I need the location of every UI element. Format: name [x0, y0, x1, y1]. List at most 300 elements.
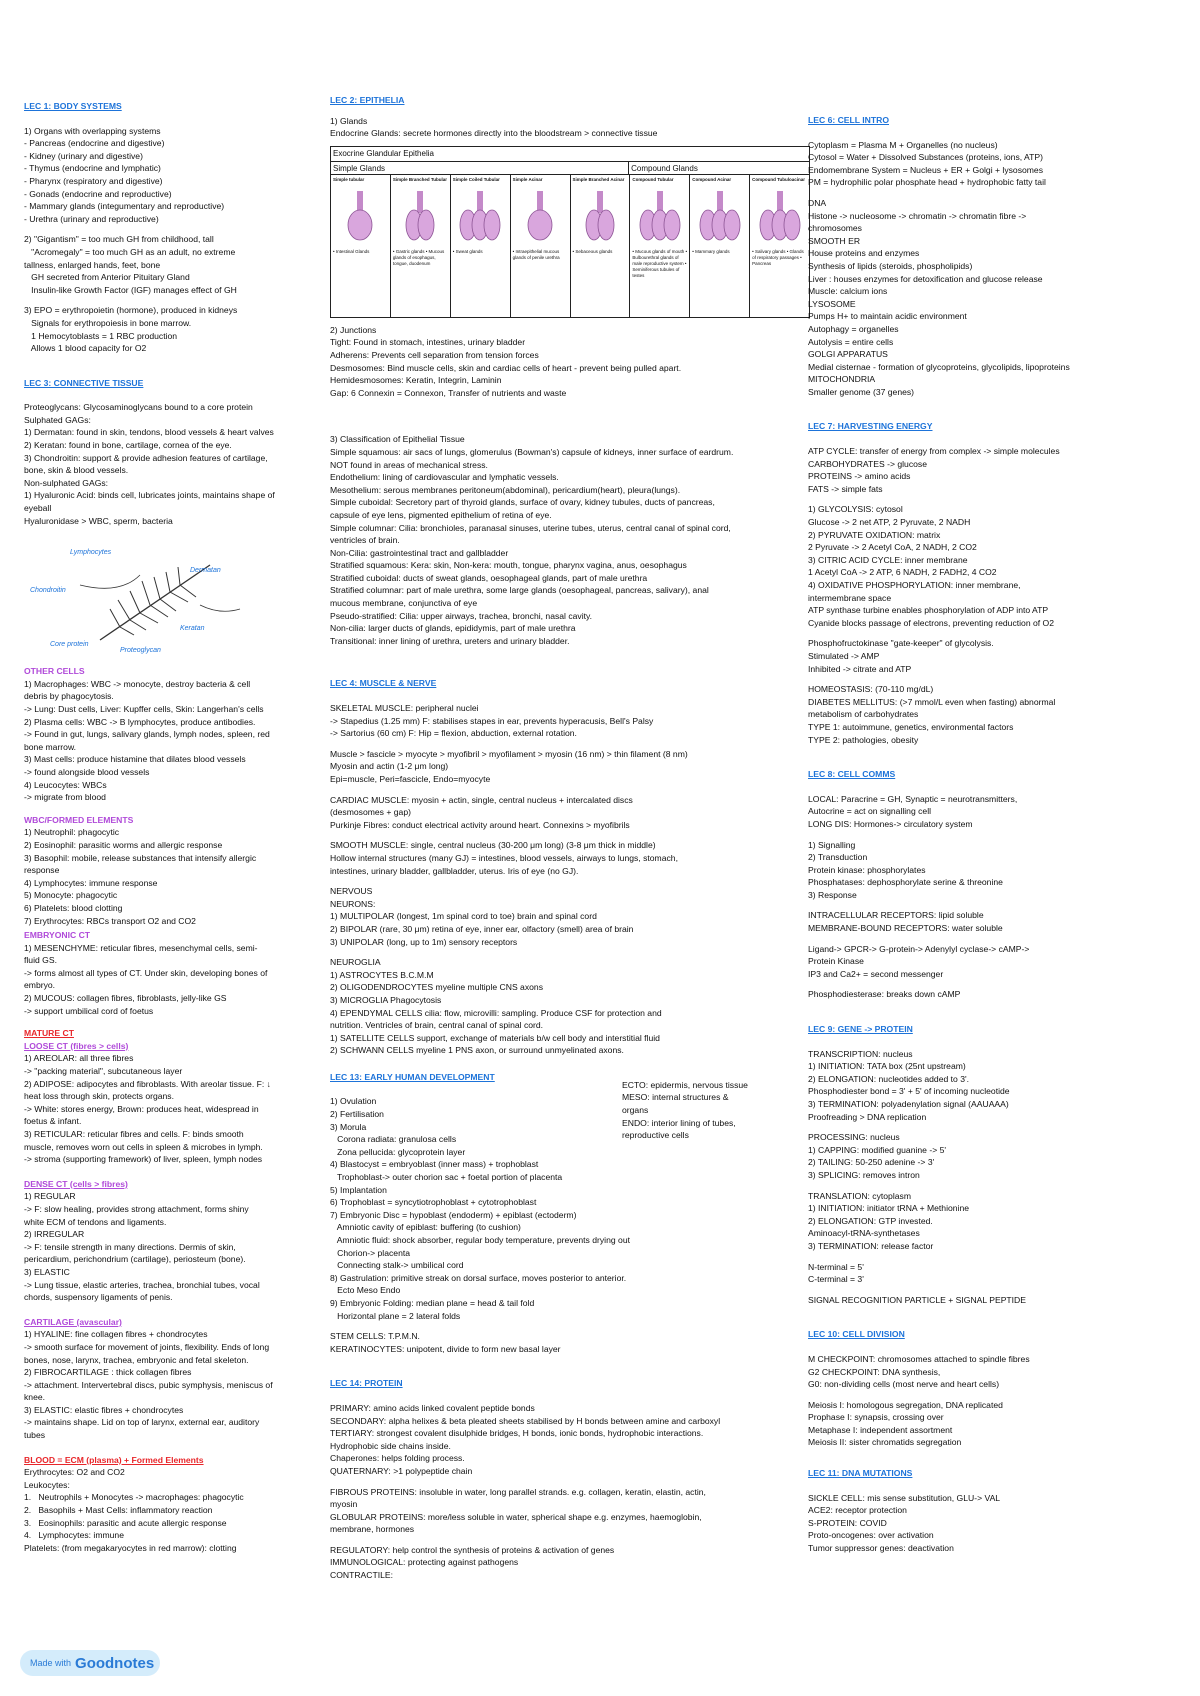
other-cells-lines	[24, 678, 306, 804]
text-line: G2 CHECKPOINT: DNA synthesis,	[808, 1366, 941, 1377]
gland-example: • Sebaceous glands	[572, 248, 613, 254]
blood-title: BLOOD = ECM (plasma) + Formed Elements	[24, 1454, 204, 1465]
text-line: Myosin and actin (1-2 μm long)	[330, 761, 449, 772]
text-line: 3) EPO = erythropoietin (hormone), produced in kidneys	[24, 305, 238, 316]
text-line: intestines, urinary bladder, gallbladder, uterus. Iris of eye (no GJ).	[330, 865, 579, 876]
section-title-lec1: LEC 1: BODY SYSTEMS	[24, 101, 122, 111]
text-line: heat loss through skin, protects organs.	[24, 1091, 174, 1102]
text-line: embryo.	[24, 980, 56, 991]
lec10-lines	[808, 1353, 1188, 1449]
text-line	[24, 225, 306, 233]
text-line: ENDO: interior lining of tubes,	[622, 1117, 736, 1128]
text-line: Transitional: inner lining of urethra, ureters and urinary bladder.	[330, 635, 570, 646]
text-line: S-PROTEIN: COVID	[808, 1517, 887, 1528]
text-line: Gap: 6 Connexin = Connexon, Transfer of nutrients and waste	[330, 387, 567, 398]
text-line: SECONDARY: alpha helixes & beta pleated sheets stabilised by H bonds between amine and carboxyl	[330, 1415, 721, 1426]
text-line: chromosomes	[808, 223, 862, 234]
text-line: bone marrow.	[24, 741, 77, 752]
text-line: - Pancreas (endocrine and digestive)	[24, 138, 165, 149]
text-line: NOT found in areas of mechanical stress.	[330, 459, 488, 470]
text-line: Non-cilia: larger ducts of glands, epididymis, part of male urethra	[330, 623, 576, 634]
text-line: 2) Fertilisation	[330, 1109, 384, 1120]
text-line: -> White: stores energy, Brown: produces heat, widespread in	[24, 1103, 259, 1114]
text-line: 1) INITIATION: initiator tRNA + Methionine	[808, 1203, 970, 1214]
text-line: Endothelium: lining of cardiovascular and lymphatic vessels.	[330, 472, 559, 483]
text-line: 8) Gastrulation: primitive streak on dorsal surface, moves posterior to anterior.	[330, 1272, 627, 1283]
text-line: 1) ASTROCYTES B.C.M.M	[330, 969, 434, 980]
text-line	[330, 740, 800, 748]
text-line: 7) Erythrocytes: RBCs transport O2 and CO2	[24, 915, 196, 926]
text-line: 4. Lymphocytes: immune	[24, 1530, 124, 1541]
text-line: white ECM of tendons and ligaments.	[24, 1216, 167, 1227]
text-line: House proteins and enzymes	[808, 248, 920, 259]
gland-type-label: Simple Coiled Tubular	[452, 176, 500, 182]
text-line: 3) Chondroitin: support & provide adhesion features of cartilage,	[24, 452, 268, 463]
text-line: knee.	[24, 1392, 46, 1403]
text-line: Tumor suppressor genes: deactivation	[808, 1543, 954, 1554]
text-line: Insulin-like Growth Factor (IGF) manages effect of GH	[24, 284, 237, 295]
text-line: Proteoglycans: Glycosaminoglycans bound to a core protein	[24, 402, 253, 413]
text-line: SIGNAL RECOGNITION PARTICLE + SIGNAL PEPTIDE	[808, 1294, 1026, 1305]
gland-illustration	[698, 191, 742, 243]
section-title-lec9: LEC 9: GENE -> PROTEIN	[808, 1024, 913, 1035]
text-line: Hydrophobic side chains inside.	[330, 1440, 451, 1451]
dense-ct-lines	[24, 1190, 306, 1303]
text-line: Metaphase I: independent assortment	[808, 1424, 953, 1435]
gland-illustration	[458, 191, 502, 243]
text-line: Mesothelium: serous membranes peritoneum(abdominal), pericardium(heart), pleura(lungs).	[330, 484, 681, 495]
text-line: 3) TERMINATION: polyadenylation signal (AAUAAA)	[808, 1099, 1009, 1109]
text-line: 3) Mast cells: produce histamine that dilates blood vessels	[24, 754, 246, 765]
text-line: SMOOTH ER	[808, 235, 861, 246]
gland-type-label: Simple Branched Acinar	[572, 176, 625, 182]
text-line: ECTO: epidermis, nervous tissue	[622, 1079, 748, 1090]
text-line: nutrition. Ventricles of brain, central canal of spinal cord.	[330, 1020, 544, 1031]
cartilage-title: CARTILAGE (avascular)	[24, 1316, 122, 1327]
junction-lines	[330, 324, 800, 400]
text-line: -> migrate from blood	[24, 792, 106, 803]
goodnotes-badge[interactable]	[20, 1650, 160, 1676]
gland-type-label: Simple Branched Tubular	[392, 176, 448, 182]
text-line: Autocrine = act on signalling cell	[808, 806, 932, 817]
gland-type-label: Simple tubular	[333, 176, 365, 182]
text-line: Cytoplasm = Plasma M + Organelles (no nucleus)	[808, 139, 998, 150]
text-line: GH secreted from Anterior Pituitary Gland	[24, 272, 190, 283]
germ-layers	[622, 1079, 782, 1142]
text-line: GOLGI APPARATUS	[808, 349, 888, 360]
dense-ct-title: DENSE CT (cells > fibres)	[24, 1178, 128, 1189]
section-title-lec13: LEC 13: EARLY HUMAN DEVELOPMENT	[330, 1071, 495, 1082]
text-line: intermembrane space	[808, 592, 892, 603]
text-line: metabolism of carbohydrates	[808, 709, 919, 720]
text-line: Stimulated -> AMP	[808, 650, 880, 661]
text-line	[330, 1536, 800, 1544]
loose-ct-title: LOOSE CT (fibres > cells)	[24, 1040, 129, 1051]
text-line: ventricles of brain.	[330, 535, 400, 546]
gland-type-label: Compound Tubular	[632, 176, 674, 182]
text-line: 2) ELONGATION: nucleotides added to 3'.	[808, 1073, 970, 1084]
wbc-title: WBC/FORMED ELEMENTS	[24, 814, 134, 825]
gland-type-label: Compound Acinar	[692, 176, 732, 182]
text-line	[808, 629, 1188, 637]
text-line: 2) "Gigantism" = too much GH from childhood, tall	[24, 234, 214, 245]
lec2-intro	[330, 115, 800, 140]
diagram-label-core-protein: Core protein	[50, 641, 89, 649]
text-line: 3) Morula	[330, 1121, 367, 1132]
text-line	[330, 1478, 800, 1486]
text-line: ATP CYCLE: transfer of energy from complex -> simple molecules	[808, 446, 1060, 457]
text-line: -> maintains shape. Lid on top of larynx, external ear, auditory	[24, 1417, 260, 1428]
text-line: foetus & infant.	[24, 1116, 82, 1127]
text-line: Hemidesmosomes: Keratin, Integrin, Laminin	[330, 375, 502, 386]
text-line: tallness, enlarged hands, feet, bone	[24, 259, 161, 270]
text-line: 2) OLIGODENDROCYTES myeline multiple CNS axons	[330, 982, 543, 993]
embryonic-ct-lines	[24, 942, 306, 1018]
text-line: 1) HYALINE: fine collagen fibres + chondrocytes	[24, 1329, 208, 1340]
text-line: - Gonads (endocrine and reproductive)	[24, 188, 172, 199]
section-title-lec2: LEC 2: EPITHELIA	[330, 95, 405, 105]
text-line: N-terminal = 5'	[808, 1261, 864, 1272]
gland-cell	[571, 175, 631, 317]
text-line: muscle, removes worn out cells in spleen & microbes in lymph.	[24, 1141, 263, 1152]
text-line: STEM CELLS: T.P.M.N.	[330, 1331, 420, 1342]
text-line: 9) Embryonic Folding: median plane = head & tail fold	[330, 1297, 535, 1308]
text-line: INTRACELLULAR RECEPTORS: lipid soluble	[808, 910, 984, 921]
text-line: Non-Cilia: gastrointestinal tract and gallbladder	[330, 547, 509, 558]
text-line: "Acromegaly" = too much GH as an adult, no extreme	[24, 246, 236, 257]
text-line: Stratified columnar: part of male urethra, some large glands (oesophageal, pancreas, salivary), anal	[330, 585, 709, 596]
text-line	[24, 296, 306, 304]
proteoglycan-diagram	[30, 545, 260, 655]
text-line: Hollow internal structures (many GJ) = intestines, blood vessels, airways to lungs, stomach,	[330, 852, 678, 863]
gland-illustration	[398, 191, 442, 243]
text-line: 2) PYRUVATE OXIDATION: matrix	[808, 529, 941, 540]
text-line: -> Sartorius (60 cm) F: Hip = flexion, abduction, external rotation.	[330, 728, 577, 739]
text-line: 1) AREOLAR: all three fibres	[24, 1053, 134, 1064]
gland-illustration	[518, 191, 562, 243]
text-line: Simple squamous: air sacs of lungs, glomerulus (Bowman's) capsule of kidneys, inner surface of eardrum.	[330, 446, 734, 457]
lec7-lines	[808, 445, 1188, 746]
text-line: Allows 1 blood capacity for O2	[24, 343, 147, 354]
text-line: IP3 and Ca2+ = second messenger	[808, 968, 944, 979]
text-line: ATP synthase turbine enables phosphorylation of ADP into ATP	[808, 605, 1049, 616]
text-line: Ligand-> GPCR-> G-protein-> Adenylyl cyclase-> cAMP->	[808, 943, 1030, 954]
text-line: KERATINOCYTES: unipotent, divide to form new basal layer	[330, 1343, 561, 1354]
text-line: FATS -> simple fats	[808, 483, 883, 494]
text-line: 2) SCHWANN CELLS myeline 1 PNS axon, or surround unmyelinated axons.	[330, 1045, 624, 1056]
text-line: 1) INITIATION: TATA box (25nt upstream)	[808, 1061, 966, 1072]
text-line: Stratified cuboidal: ducts of sweat glands, oesophageal glands, part of male urethra	[330, 572, 648, 583]
text-line: 1) Dermatan: found in skin, tendons, blood vessels & heart valves	[24, 427, 274, 438]
text-line: reproductive cells	[622, 1130, 689, 1141]
text-line: 2) ELONGATION: GTP invested.	[808, 1215, 933, 1226]
text-line: MEMBRANE-BOUND RECEPTORS: water soluble	[808, 923, 1003, 934]
text-line: 1) MULTIPOLAR (longest, 1m spinal cord to toe) brain and spinal cord	[330, 911, 597, 922]
gland-cell	[630, 175, 690, 317]
text-line: NERVOUS	[330, 886, 373, 897]
text-line: Liver : houses enzymes for detoxification and glucose release	[808, 273, 1043, 284]
text-line: Non-sulphated GAGs:	[24, 477, 109, 488]
text-line: 1) REGULAR	[24, 1191, 76, 1202]
text-line: eyeball	[24, 503, 52, 514]
text-line: Amniotic cavity of epiblast: buffering (to cushion)	[330, 1222, 521, 1233]
text-line: Medial cisternae - formation of glycoproteins, glycolipids, lipoproteins	[808, 361, 1070, 372]
text-line	[808, 675, 1188, 683]
text-line: 2) Eosinophil: parasitic worms and allergic response	[24, 839, 223, 850]
diagram-label-proteoglycan: Proteoglycan	[120, 647, 161, 655]
cartilage-lines	[24, 1328, 306, 1441]
text-line: 1) CAPPING: modified guanine -> 5'	[808, 1144, 947, 1155]
gland-example: • Mucous glands of mouth • Bulbourethral glands of male reproductive system • Seminiferous tubules of testes	[632, 248, 688, 278]
text-line: 3. Eosinophils: parasitic and acute allergic response	[24, 1517, 227, 1528]
lec4-lines	[330, 702, 800, 1057]
section-title-lec10: LEC 10: CELL DIVISION	[808, 1329, 905, 1340]
text-line: NEURONS:	[330, 898, 376, 909]
text-line	[808, 980, 1188, 988]
text-line: Pumps H+ to maintain acidic environment	[808, 311, 967, 322]
text-line: 1) SATELLITE CELLS support, exchange of materials b/w cell body and interstitial fluid	[330, 1032, 660, 1043]
text-line: 3) RETICULAR: reticular fibres and cells. F: binds smooth	[24, 1129, 244, 1139]
text-line: 1 Acetyl CoA -> 2 ATP, 6 NADH, 2 FADH2, 4 CO2	[808, 567, 997, 578]
lec11-lines	[808, 1492, 1188, 1555]
text-line: 1) Hyaluronic Acid: binds cell, lubricates joints, maintains shape of	[24, 490, 275, 501]
text-line: 2) Junctions	[330, 324, 377, 335]
text-line	[330, 948, 800, 956]
text-line: Cytosol = Water + Dissolved Substances (proteins, ions, ATP)	[808, 152, 1043, 163]
text-line: CARDIAC MUSCLE: myosin + actin, single, central nucleus + intercalated discs	[330, 794, 633, 805]
text-line: 1) Glands	[330, 115, 368, 126]
text-line: CARBOHYDRATES -> glucose	[808, 458, 927, 469]
text-line: GLOBULAR PROTEINS: more/less soluble in water, spherical shape e.g. enzymes, haemoglobin,	[330, 1511, 702, 1522]
gland-illustration	[758, 191, 802, 243]
text-line: capsule of eye lens, pigmented epithelium of retina of eye.	[330, 509, 552, 520]
text-line: 2) Transduction	[808, 852, 868, 863]
text-line: pericardium, perichondrium (cartilage), periosteum (bone).	[24, 1254, 246, 1265]
gland-example: • Gastric glands • Mucous glands of esophagus, tongue, duodenum	[392, 248, 445, 266]
text-line	[808, 1182, 1188, 1190]
text-line: 3) SPLICING: removes intron	[808, 1169, 920, 1180]
glands-table	[330, 146, 810, 318]
text-line: 3) MICROGLIA Phagocytosis	[330, 994, 442, 1005]
text-line: Platelets: (from megakaryocytes in red marrow): clotting	[24, 1542, 237, 1553]
gland-example: • Sweat glands	[452, 248, 483, 254]
gland-illustration	[338, 191, 382, 243]
text-line: myosin	[330, 1499, 358, 1510]
group-simple: Simple Glands	[331, 162, 629, 174]
text-line: -> forms almost all types of CT. Under skin, developing bones of	[24, 967, 268, 978]
text-line	[808, 1123, 1188, 1131]
gland-illustration	[578, 191, 622, 243]
text-line: 4) EPENDYMAL CELLS cilia: flow, microvilli: sampling. Produce CSF for protection and	[330, 1007, 662, 1018]
text-line: fluid GS.	[24, 955, 57, 966]
text-line	[808, 1391, 1188, 1399]
text-line: response	[24, 865, 60, 876]
text-line: 3) CITRIC ACID CYCLE: inner membrane	[808, 554, 968, 565]
text-line: -> F: tensile strength in many directions. Dermis of skin,	[24, 1241, 236, 1252]
text-line: Inhibited -> citrate and ATP	[808, 663, 912, 674]
text-line	[330, 1322, 800, 1330]
text-line: Proofreading > DNA replication	[808, 1111, 927, 1122]
column-middle	[330, 92, 806, 1582]
text-line: Glucose -> 2 net ATP, 2 Pyruvate, 2 NADH	[808, 517, 971, 528]
text-line: mucous membrane, conjunctiva of eye	[330, 598, 478, 609]
text-line: Muscle > fascicle > myocyte > myofibril > myofilament > myosin (16 nm) > thin filament (8 nm)	[330, 748, 688, 759]
text-line: -> Found in gut, lungs, salivary glands, lymph nodes, spleen, red	[24, 729, 270, 740]
text-line: 7) Embryonic Disc = hypoblast (endoderm) + epiblast (ectoderm)	[330, 1209, 577, 1220]
text-line: Protein kinase: phosphorylates	[808, 864, 926, 875]
gland-cell	[690, 175, 750, 317]
text-line: Prophase I: synapsis, crossing over	[808, 1412, 944, 1423]
text-line: Desmosomes: Bind muscle cells, skin and cardiac cells of heart - prevent being pulled apart.	[330, 362, 682, 373]
text-line: -> Lung: Dust cells, Liver: Kupffer cells, Skin: Langerhan's cells	[24, 704, 264, 714]
gland-cell	[750, 175, 809, 317]
lec6-lines	[808, 139, 1188, 399]
text-line: 1) Signalling	[808, 839, 856, 850]
table-groups	[331, 162, 809, 175]
text-line: 1) Macrophages: WBC -> monocyte, destroy bacteria & cell	[24, 678, 251, 689]
text-line: -> Lung tissue, elastic arteries, trachea, bronchial tubes, vocal	[24, 1279, 260, 1290]
diagram-label-lymphocytes: Lymphocytes	[70, 549, 112, 557]
text-line: 3) Basophil: mobile, release substances that intensify allergic	[24, 852, 257, 863]
text-line: G0: non-dividing cells (most nerve and heart cells)	[808, 1379, 1000, 1390]
column-left	[24, 92, 306, 1554]
text-line: Phosphodiesterase: breaks down cAMP	[808, 989, 961, 1000]
text-line: Proto-oncogenes: over activation	[808, 1530, 934, 1541]
text-line: tubes	[24, 1430, 46, 1441]
text-line: Signals for erythropoiesis in bone marrow.	[24, 317, 192, 328]
text-line: Smaller genome (37 genes)	[808, 386, 915, 397]
text-line: -> F: slow healing, provides strong attachment, forms shiny	[24, 1203, 249, 1214]
gland-cell	[511, 175, 571, 317]
text-line: 2) TAILING: 50-250 adenine -> 3'	[808, 1157, 935, 1168]
text-line: 3) TERMINATION: release factor	[808, 1240, 934, 1251]
text-line: Hyaluronidase > WBC, sperm, bacteria	[24, 515, 173, 526]
text-line: 4) Lymphocytes: immune response	[24, 877, 158, 888]
made-with-label: Made with	[30, 1658, 72, 1668]
text-line: Epi=muscle, Peri=fascicle, Endo=myocyte	[330, 774, 491, 784]
text-line: Synthesis of lipids (steroids, phospholipids)	[808, 260, 973, 271]
text-line: 2) IRREGULAR	[24, 1229, 85, 1240]
text-line: 2) ADIPOSE: adipocytes and fibroblasts. With areolar tissue. F: ↓	[24, 1078, 271, 1089]
text-line: 1) Ovulation	[330, 1096, 377, 1107]
other-cells-title: OTHER CELLS	[24, 666, 85, 677]
text-line: 6) Platelets: blood clotting	[24, 902, 123, 913]
text-line: 5) Implantation	[330, 1184, 387, 1195]
group-compound: Compound Glands	[631, 163, 698, 173]
text-line: SKELETAL MUSCLE: peripheral nuclei	[330, 703, 479, 714]
text-line: PM = hydrophilic polar phosphate head + hydrophobic fatty tail	[808, 177, 1046, 188]
text-line: - Mammary glands (integumentary and reproductive)	[24, 201, 225, 212]
section-title-lec3: LEC 3: CONNECTIVE TISSUE	[24, 377, 144, 388]
text-line: Tight: Found in stomach, intestines, urinary bladder	[330, 337, 526, 348]
embryonic-ct-title: EMBRYONIC CT	[24, 930, 91, 941]
text-line: Sulphated GAGs:	[24, 414, 91, 425]
text-line	[330, 877, 800, 885]
text-line: Simple cuboidal: Secretory part of thyroid glands, surface of ovary, kidney tubules, ducts of pancreas,	[330, 497, 715, 508]
text-line: 3) ELASTIC	[24, 1266, 70, 1277]
text-line: -> "packing material", subcutaneous layer	[24, 1066, 183, 1077]
lec14-lines	[330, 1402, 800, 1582]
table-header: Exocrine Glandular Epithelia	[331, 147, 809, 162]
text-line: Phosphatases: dephosphorylate serine & threonine	[808, 877, 1003, 888]
text-line: Histone -> nucleosome -> chromatin -> chromatin fibre ->	[808, 210, 1027, 221]
text-line: Protein Kinase	[808, 956, 864, 967]
text-line: Endocrine Glands: secrete hormones directly into the bloodstream > connective tissue	[330, 128, 658, 139]
text-line: Amniotic fluid: shock absorber, regular body temperature, prevents drying out	[330, 1235, 630, 1245]
text-line: Trophoblast-> outer chorion sac + foetal portion of placenta	[330, 1172, 563, 1183]
text-line: 4) Leucocytes: WBCs	[24, 779, 107, 790]
text-line: 3) Response	[808, 889, 857, 900]
section-title-lec6: LEC 6: CELL INTRO	[808, 115, 890, 125]
classification-lines	[330, 433, 800, 647]
column-right	[808, 106, 1188, 1555]
text-line: 2) Keratan: found in bone, cartilage, cornea of the eye.	[24, 440, 232, 451]
diagram-label-chondroitin: Chondroitin	[30, 587, 66, 595]
gland-illustration	[638, 191, 682, 243]
lec8-lines	[808, 793, 1188, 1001]
text-line: -> attachment. Intervertebral discs, pubic symphysis, meniscus of	[24, 1379, 273, 1390]
text-line: -> Stapedius (1.25 mm) F: stabilises stapes in ear, prevents hyperacusis, Bell's Palsy	[330, 715, 654, 726]
text-line: Meiosis I: homologous segregation, DNA replicated	[808, 1399, 1003, 1410]
text-line: -> stroma (supporting framework) of liver, spleen, lymph nodes	[24, 1154, 263, 1165]
lec13-block	[330, 1071, 800, 1355]
text-line	[808, 495, 1188, 503]
gland-cell	[391, 175, 451, 317]
text-line: 1. Neutrophils + Monocytes -> macrophages: phagocytic	[24, 1492, 244, 1503]
text-line: LOCAL: Paracrine = GH, Synaptic = neurotransmitters,	[808, 793, 1018, 804]
text-line: 1) Organs with overlapping systems	[24, 125, 161, 136]
gland-cell	[331, 175, 391, 317]
loose-ct-lines	[24, 1052, 306, 1165]
text-line: CONTRACTILE:	[330, 1570, 394, 1581]
text-line	[808, 831, 1188, 839]
section-title-lec11: LEC 11: DNA MUTATIONS	[808, 1468, 913, 1479]
text-line: - Urethra (urinary and reproductive)	[24, 213, 159, 224]
goodnotes-logo: Goodnotes	[75, 1654, 155, 1672]
text-line: (desmosomes + gap)	[330, 807, 411, 818]
text-line: MITOCHONDRIA	[808, 374, 876, 385]
text-line: Phosphodiester bond = 3' + 5' of incoming nucleotide	[808, 1086, 1010, 1097]
text-line: MESO: internal structures &	[622, 1092, 729, 1103]
gland-example: • Mammary glands	[692, 248, 730, 254]
text-line: 1) GLYCOLYSIS: cytosol	[808, 504, 903, 515]
diagram-label-dermatan: Dermatan	[190, 567, 221, 575]
text-line: -> smooth surface for movement of joints, flexibility. Ends of long	[24, 1341, 270, 1352]
text-line: LYSOSOME	[808, 298, 856, 309]
text-line: DNA	[808, 197, 827, 208]
text-line: - Kidney (urinary and digestive)	[24, 150, 143, 161]
text-line: TYPE 1: autoimmune, genetics, environmental factors	[808, 721, 1014, 732]
wbc-lines	[24, 826, 306, 927]
text-line: Autophagy = organelles	[808, 323, 899, 334]
mature-ct-title: MATURE CT	[24, 1028, 74, 1039]
gland-example: • Intestinal Glands	[333, 248, 370, 254]
text-line: 2) FIBROCARTILAGE : thick collagen fibres	[24, 1367, 192, 1378]
text-line: - Thymus (endocrine and lymphatic)	[24, 163, 161, 174]
text-line	[808, 935, 1188, 943]
text-line: QUATERNARY: >1 polypeptide chain	[330, 1465, 473, 1476]
text-line: Horizontal plane = 2 lateral folds	[330, 1310, 461, 1321]
text-line: NEUROGLIA	[330, 957, 381, 968]
text-line: LONG DIS: Hormones-> circulatory system	[808, 818, 973, 829]
text-line: 1) Neutrophil: phagocytic	[24, 827, 120, 838]
text-line: PROTEINS -> amino acids	[808, 471, 911, 482]
text-line: TRANSLATION: cytoplasm	[808, 1190, 911, 1201]
gland-example: • Intraepithelial mucous glands of penile urethra	[512, 248, 560, 260]
section-title-lec14: LEC 14: PROTEIN	[330, 1378, 403, 1389]
text-line: DIABETES MELLITUS: (>7 mmol/L even when fasting) abnormal	[808, 696, 1056, 707]
text-line: 2 Pyruvate -> 2 Acetyl CoA, 2 NADH, 2 CO2	[808, 542, 977, 553]
